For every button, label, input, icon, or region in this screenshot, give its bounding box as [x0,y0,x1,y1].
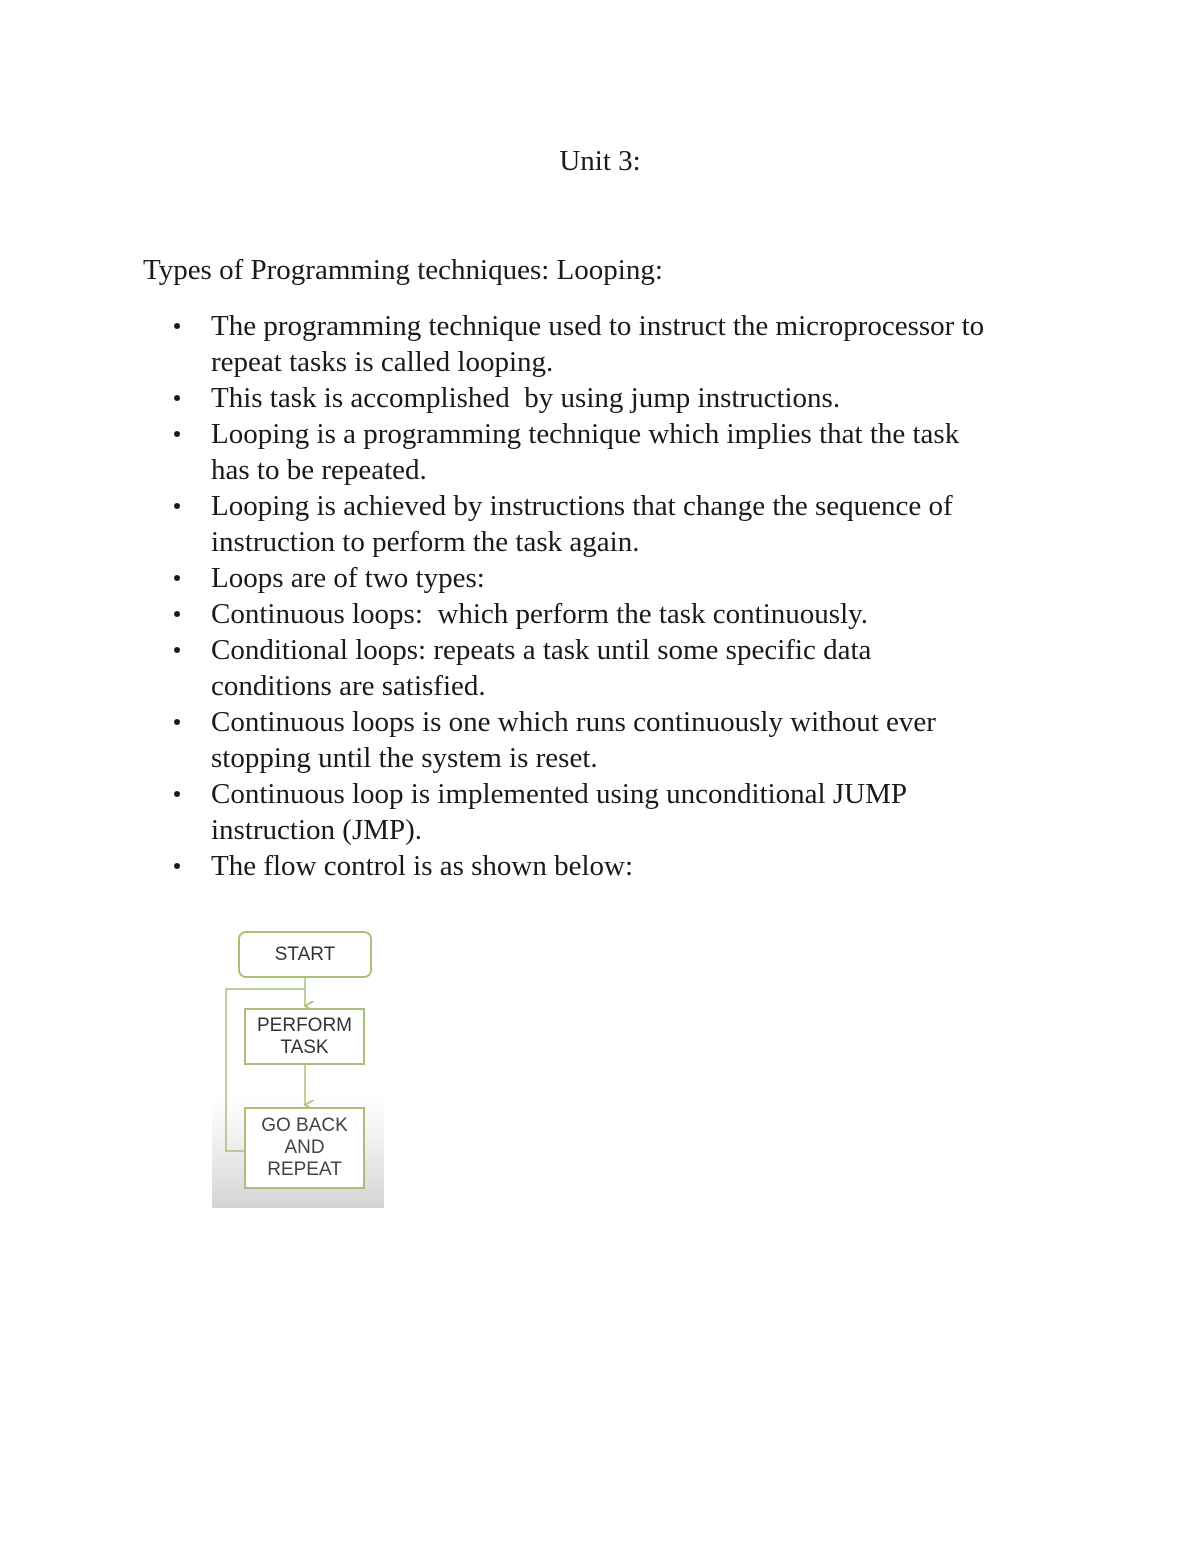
bullet-icon [174,719,180,725]
start-label: START [274,943,336,965]
flowchart-perform-task-box [244,1008,365,1065]
list-item-line: Conditional loops: repeats a task until some specific data [211,634,872,666]
bullet-icon [174,575,180,581]
section-heading: Types of Programming techniques: Looping: [143,254,663,286]
perform-label-line1: PERFORM [257,1014,352,1036]
list-item-line: Looping is achieved by instructions that change the sequence of [211,490,953,522]
list-item [211,488,1071,560]
list-item [211,704,1071,776]
list-item [211,308,1071,380]
bullet-icon [174,791,180,797]
list-item-line: stopping until the system is reset. [211,742,598,774]
list-item [211,560,1071,596]
list-item-line: Continuous loop is implemented using unconditional JUMP [211,778,907,810]
bullet-icon [174,647,180,653]
goback-label-line3: REPEAT [267,1159,342,1180]
list-item-line: Continuous loops is one which runs continuously without ever [211,706,936,738]
list-item-line: This task is accomplished by using jump instructions. [211,382,841,414]
list-item [211,848,1071,884]
bullet-icon [174,503,180,509]
list-item-line: instruction to perform the task again. [211,526,640,558]
flowchart-image [212,912,384,1208]
perform-label-line2: TASK [280,1036,329,1058]
bullet-icon [174,863,180,869]
bullet-icon [174,431,180,437]
list-item-line: Loops are of two types: [211,562,485,594]
list-item-line: Looping is a programming technique which implies that the task [211,418,960,450]
bullet-icon [174,611,180,617]
list-item [211,416,1071,488]
list-item-line: has to be repeated. [211,454,427,486]
list-item-line: repeat tasks is called looping. [211,346,554,378]
bullet-list [211,308,1071,884]
list-item [211,380,1071,416]
bullet-icon [174,323,180,329]
bullet-icon [174,395,180,401]
page-title: Unit 3: [559,145,641,177]
goback-label-line1: GO BACK [261,1115,348,1136]
flowchart-go-back-box [244,1107,365,1189]
list-item-line: The flow control is as shown below: [211,850,634,882]
flowchart-start-box [238,931,372,978]
goback-label-line2: AND [284,1137,325,1158]
list-item [211,632,1071,704]
list-item [211,596,1071,632]
list-item-line: Continuous loops: which perform the task continuously. [211,598,869,630]
list-item-line: The programming technique used to instruct the microprocessor to [211,310,985,342]
list-item [211,776,1071,848]
list-item-line: instruction (JMP). [211,814,423,846]
list-item-line: conditions are satisfied. [211,670,486,702]
